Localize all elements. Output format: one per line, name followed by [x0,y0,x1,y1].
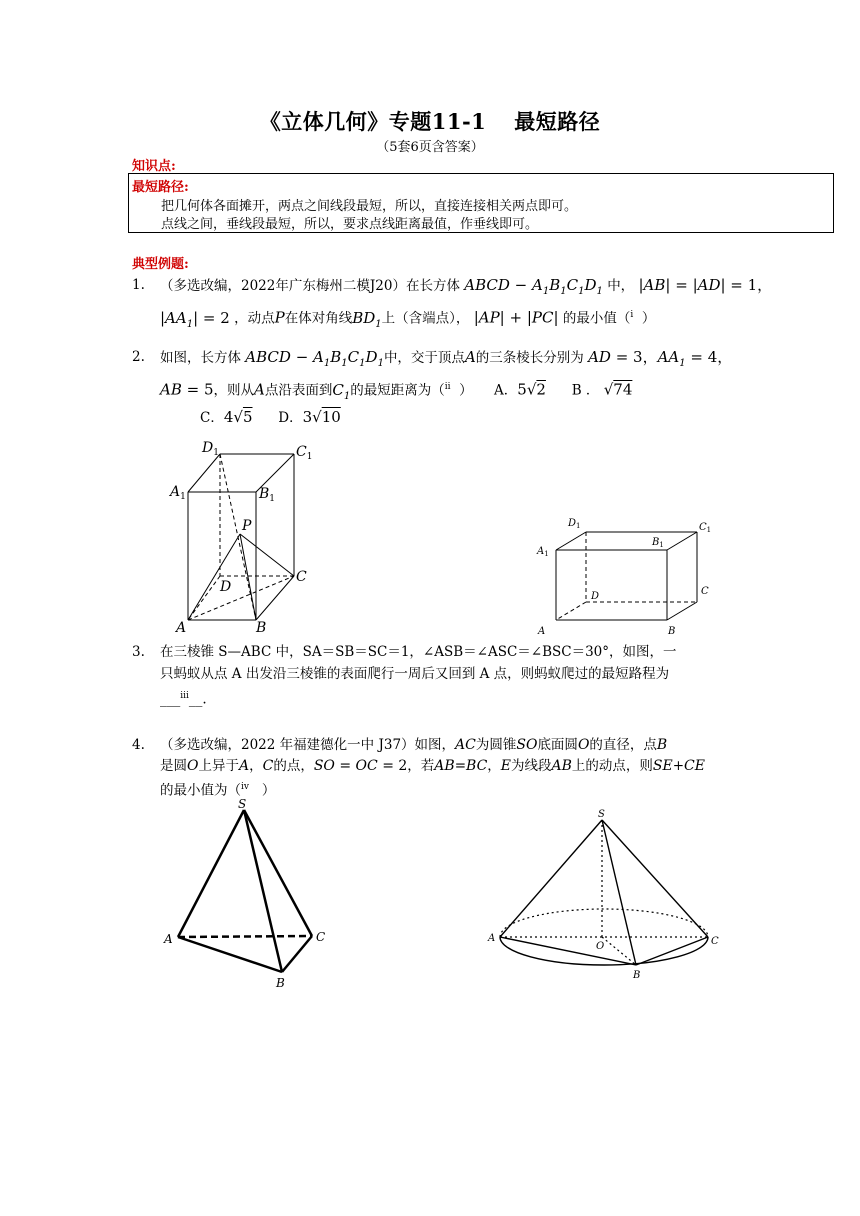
q4-endnote: iv [241,782,249,792]
q2-option-c-value: 4√5 [223,408,253,426]
label-A: A [176,620,187,636]
label-C: C [701,586,709,597]
label-P: P [242,518,252,534]
q2-math-cuboid: ABCD − $A_1B_1C_1D_1$ [245,348,384,369]
q2-endnote: ii [444,382,451,392]
label-C1: $C_1$ [296,444,313,462]
q2-math-edges: AD = 3，$AA_1 = 4$， [588,348,733,369]
label-A1: $A_1$ [170,484,186,502]
question-3: 3. 在三棱锥 S—ABC 中，SA＝SB＝SC＝1，∠ASB＝∠ASC＝∠BSC＝30°，如图，一 只蚂蚁从点 A 出发沿三棱锥的表面爬行一周后又回到 A 点，则蚂蚁爬过的最短路程为 ___$^{iii}$__. [132,640,832,700]
q2-option-a: A． [494,382,518,399]
label-C: C [316,930,326,944]
question-number: 3. [132,644,145,660]
label-S: S [238,797,247,811]
knowledge-box-title: 最短路径: [132,180,189,195]
q1-math-cuboid: ABCD − $A_1B_1C_1D_1$ [464,276,603,297]
q1-text-f: 的最小值（ [562,310,631,327]
label-B: B [633,970,641,981]
q1-text-c: ，动点 [234,310,275,327]
knowledge-line-1: 把几何体各面摊开，两点之间线段最短，所以，直接连接相关两点即可。 [161,199,578,214]
q2-option-d-value: 3√10 [302,408,341,426]
label-D: D [591,591,600,602]
q3-line-1: 在三棱锥 S—ABC 中，SA＝SB＝SC＝1，∠ASB＝∠ASC＝∠BSC＝30°，如图，一 [160,644,677,660]
title-sub: 最短路径 [514,109,601,134]
title-main: 《立体几何》专题11-1 [259,109,487,134]
q1-math-sum: |AP| + |PC| [473,308,559,327]
label-A: A [164,932,173,946]
question-1: 1. （多选改编，2022年广东梅州二模J20）在长方体 ABCD − $A_1B_1C_1D_1$ 中， |AB| = |AD| = 1， $|AA_1| = 2$ ，动点P在体对角线$BD_1$上（含端点）， |AP| + |PC| 的最小值（$^i$ ） [132,273,832,333]
figure-cuboid [534,512,724,642]
knowledge-line-2: 点线之间，垂线段最短，所以，要求点线距离最值，作垂线即可。 [161,217,539,232]
label-B1: $B_1$ [259,486,276,504]
label-B1: $B_1$ [652,537,664,549]
knowledge-heading: 知识点: [132,159,176,174]
label-A: A [488,933,496,944]
question-number: 1. [132,277,145,293]
label-B: B [668,626,676,637]
question-number: 4. [132,737,145,753]
q2-option-a-value: 5√2 [517,380,546,399]
q1-math-aa1: $|AA_1| = 2$ [160,308,230,330]
label-C: C [711,936,719,947]
figure-cuboid-p [168,436,338,636]
label-C1: $C_1$ [699,522,712,534]
label-O: O [596,941,605,952]
label-S: S [598,809,605,820]
label-D1: $D_1$ [202,440,219,458]
label-B: B [256,620,267,636]
q1-text-b: 中， [607,278,635,294]
label-A: A [538,626,546,637]
label-B: B [276,976,285,990]
q1-math-ab-ad: |AB| = |AD| = 1， [638,276,773,294]
q2-option-c: C． [200,410,224,426]
q3-endnote: iii [180,691,189,701]
figure-cone [484,806,724,986]
q3-blank: ___ [160,691,181,708]
q2-option-b: B ． [571,382,600,399]
question-2: 2. 如图，长方体 ABCD − $A_1B_1C_1D_1$中，交于顶点A的三条棱长分别为 AD = 3，$AA_1 = 4$， AB = 5，则从A点沿表面到$C_1$的最短距离为（$^{ii}$ ） A．5√2 B ． √74 C．4√5 D．3√10 [132,345,832,435]
q1-text-e: 上（含端点）， [381,310,470,327]
label-D1: $D_1$ [568,518,581,530]
label-D: D [220,579,232,595]
q2-option-b-value: √74 [603,380,633,399]
examples-heading: 典型例题: [132,257,189,272]
page-subtitle: （5套6页含答案） [376,140,484,155]
q2-option-d: D． [278,410,303,426]
knowledge-box [128,173,834,233]
label-A1: $A_1$ [537,546,549,558]
question-number: 2. [132,349,145,365]
page-title [0,106,860,136]
question-4: 4. （多选改编，2022 年福建德化一中 J37）如图，AC为圆锥SO底面圆O的直径，点B 是圆O上异于A，C的点，SO = OC = 2，若AB=BC，E为线段AB上的动点，则SE+CE 的最小值为（$^{iv}$ ） [132,733,832,803]
label-C: C [296,569,307,585]
q1-text-d: 在体对角线 [284,310,353,327]
q3-line-2: 只蚂蚁从点 A 出发沿三棱锥的表面爬行一周后又回到 A 点，则蚂蚁爬过的最短路程为 [160,666,670,682]
figure-pyramid [160,796,340,996]
q1-text-a: （多选改编，2022年广东梅州二模J20）在长方体 [160,278,460,294]
q2-math-ab: AB = 5 [160,380,214,399]
q1-endnote: i [630,310,634,320]
q4-math-so-oc: SO = OC = 2 [313,758,408,774]
